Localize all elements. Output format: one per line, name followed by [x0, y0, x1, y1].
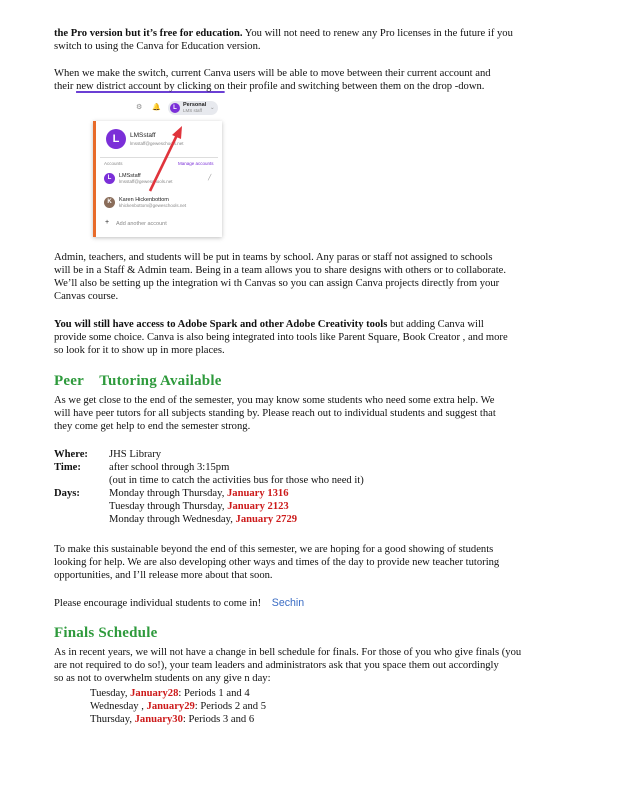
where-label: Where:: [54, 449, 88, 460]
acct1-avatar: L: [104, 173, 115, 184]
switch-underlined: new district account by clicking on: [76, 81, 225, 92]
sustain-line2: looking for help. We are also developing other ways and times of the day to provide new teacher tutoring: [54, 557, 500, 568]
intro-paragraph: [54, 27, 574, 53]
teams-line3: We’ll also be setting up the integration wi th Canvas so you can assign Canva projects directly from your: [54, 278, 500, 289]
pill-label: Personal: [183, 102, 207, 108]
days-2: [109, 500, 364, 513]
finals-row: [90, 687, 266, 700]
finals-date: January28: [130, 688, 179, 699]
encourage-line: [54, 597, 574, 610]
time-value: after school through 3:15pm: [109, 462, 230, 473]
peer-body: [54, 394, 574, 433]
finals-line2: are not required to do so!), your team leaders and administrators ask that you space them out accordingly: [54, 660, 499, 671]
sustain-line3: opportunities, and I’ll release more about that soon.: [54, 570, 273, 581]
where-value: JHS Library: [109, 449, 162, 460]
manage-accounts-link[interactable]: Manage accounts: [178, 161, 214, 166]
adobe-bold: You will still have access to Adobe Spark and other Adobe Creativity tools: [54, 319, 388, 330]
pill-avatar: L: [170, 103, 180, 113]
day3-text: Monday through Wednesday,: [109, 514, 236, 525]
add-account-label: Add another account: [116, 221, 167, 227]
pill-sub: LMS staff: [183, 108, 202, 113]
acct2-email: khickenbottom@geweschools.net: [119, 203, 187, 208]
plus-icon: +: [105, 219, 110, 226]
finals-line1: As in recent years, we will not have a change in bell schedule for finals. For those of you who give finals (you: [54, 647, 522, 658]
chevron-down-icon: ⌄: [210, 105, 215, 111]
finals-date: January30: [134, 714, 183, 725]
main-account-name: LMSstaff: [130, 132, 156, 139]
finals-body: [54, 646, 594, 685]
day1-text: Monday through Thursday,: [109, 488, 227, 499]
day2-new: 23: [278, 501, 289, 512]
canva-account-screenshot: [90, 99, 230, 237]
bell-icon: 🔔: [152, 104, 161, 111]
finals-day: Tuesday,: [90, 688, 131, 699]
main-account-email: lmsstaff@geweschools.net: [130, 141, 184, 146]
acct2-avatar: K: [104, 197, 115, 208]
switch-post: their profile and switching between them on the drop -down.: [224, 81, 485, 92]
day2-date: January 21: [227, 501, 279, 512]
intro-line2: switch to using the Canva for Education version.: [54, 41, 261, 52]
days-1: [109, 487, 364, 500]
finals-periods: : Periods 3 and 6: [182, 714, 255, 725]
peer-line3: they come get help to end the semester strong.: [54, 421, 251, 432]
day1-date: January 13: [227, 488, 278, 499]
day1-new: 16: [277, 488, 289, 499]
finals-row: [90, 700, 266, 713]
switch-line1: When we make the switch, current Canva users will be able to move between their current account and: [54, 68, 491, 79]
intro-bold: the Pro version but it’s free for education.: [54, 28, 243, 39]
switch-paragraph: [54, 67, 574, 93]
finals-day: Wednesday ,: [90, 701, 147, 712]
acct1-email: lmsstaff@geweschools.net: [119, 179, 173, 184]
adobe-line2: provide some choice. Canva is also being integrated into tools like Parent Square, Book Creator , and more: [54, 332, 508, 343]
time-note: (out in time to catch the activities bus for those who need it): [109, 475, 364, 486]
finals-periods: : Periods 2 and 5: [194, 701, 267, 712]
finals-schedule: [90, 687, 266, 726]
switch-pre: their: [54, 81, 77, 92]
adobe-paragraph: [54, 318, 574, 357]
settings-icon: ⚙: [136, 104, 143, 111]
days-label: Days:: [54, 488, 80, 499]
intro-rest: You will not need to renew any Pro licenses in the future if you: [242, 28, 513, 39]
peer-line2: will have peer tutors for all subjects standing by. Please reach out to individual students and suggest that: [54, 408, 496, 419]
days-3: [109, 513, 364, 526]
acct2-name: Karen Hickenbottom: [119, 197, 169, 203]
acct1-name: LMSstaff: [119, 173, 141, 179]
accounts-label: Accounts: [104, 161, 123, 166]
time-label: Time:: [54, 462, 81, 473]
peer-tutoring-heading: Peer Tutoring Available: [54, 373, 222, 389]
encourage-text: Please encourage individual students to come in!: [54, 598, 262, 609]
teams-line1: Admin, teachers, and students will be put in teams by school. Any paras or staff not assigned to schools: [54, 252, 493, 263]
finals-periods: : Periods 1 and 4: [178, 688, 250, 699]
edit-icon: ╱: [208, 175, 212, 181]
finals-row: [90, 713, 266, 726]
day3-new: 29: [286, 514, 298, 525]
finals-heading: Finals Schedule: [54, 625, 158, 641]
finals-date: January29: [146, 701, 195, 712]
day2-text: Tuesday through Thursday,: [109, 501, 228, 512]
day3-date: January 27: [235, 514, 287, 525]
finals-day: Thursday,: [90, 714, 135, 725]
red-arrow-icon: [90, 99, 230, 237]
teams-line2: will be in a Staff & Admin team. Being in a team allows you to share designs with others or to collaborate.: [54, 265, 507, 276]
tutoring-schedule: [54, 448, 364, 526]
adobe-line3: so look for it to show up in more places.: [54, 345, 225, 356]
teams-line4: Canvas course.: [54, 291, 119, 302]
peer-line1: As we get close to the end of the semester, you may know some students who need some extra help. We: [54, 395, 495, 406]
finals-line3: so as not to overwhelm students on any give n day:: [54, 673, 271, 684]
teams-paragraph: [54, 251, 574, 303]
main-avatar: L: [106, 129, 126, 149]
signature: Sechin: [271, 597, 305, 609]
sustain-line1: To make this sustainable beyond the end of this semester, we are hoping for a good showing of students: [54, 544, 494, 555]
sustain-paragraph: [54, 543, 574, 582]
adobe-rest: but adding Canva will: [387, 319, 484, 330]
